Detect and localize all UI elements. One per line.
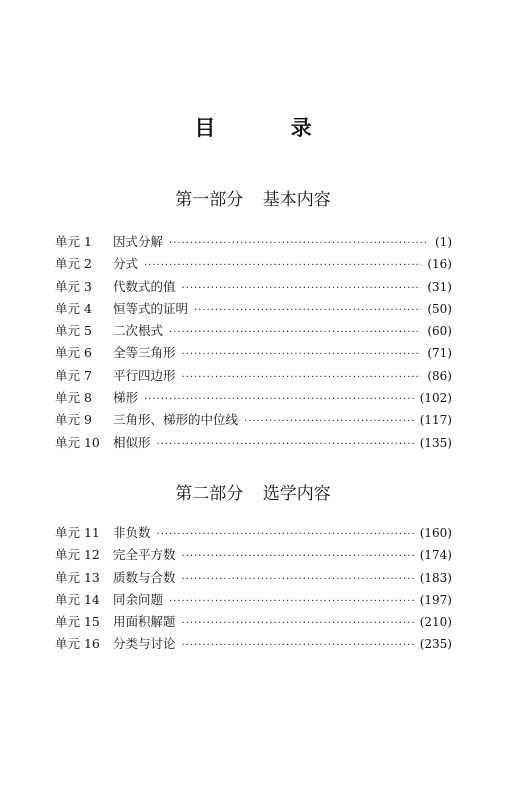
dot-leader bbox=[182, 372, 422, 383]
toc-entry bbox=[55, 277, 452, 299]
toc-unit: 单元 8 bbox=[55, 390, 92, 406]
dot-leader bbox=[182, 574, 414, 585]
toc-entry bbox=[55, 254, 452, 276]
dot-leader bbox=[194, 305, 421, 316]
toc-entry bbox=[55, 590, 452, 612]
dot-leader bbox=[182, 283, 422, 294]
toc-entry bbox=[55, 410, 452, 432]
toc-entry bbox=[55, 568, 452, 590]
toc-entry bbox=[55, 299, 452, 321]
toc-page-number: (86) bbox=[427, 368, 452, 383]
toc-title: 三角形、梯形的中位线 bbox=[113, 412, 239, 428]
toc-page-number: (197) bbox=[419, 592, 452, 607]
toc-title: 完全平方数 bbox=[113, 547, 176, 563]
toc-page-number: (117) bbox=[419, 413, 452, 428]
toc-title: 代数式的值 bbox=[113, 278, 176, 294]
toc-title: 分类与讨论 bbox=[113, 636, 176, 652]
toc-title: 因式分解 bbox=[113, 234, 164, 249]
toc-title: 质数与合数 bbox=[113, 569, 176, 585]
toc-title: 二次根式 bbox=[113, 323, 164, 339]
toc-entry bbox=[55, 433, 452, 455]
toc-unit: 单元 11 bbox=[55, 525, 100, 540]
dot-leader bbox=[244, 416, 414, 427]
toc-page-number: (183) bbox=[419, 570, 452, 585]
toc-entry bbox=[55, 366, 452, 388]
toc-entry bbox=[55, 523, 452, 545]
toc-unit: 单元 5 bbox=[55, 323, 92, 339]
part-heading: 第二部分 选学内容 bbox=[175, 484, 331, 504]
toc-page-number: (16) bbox=[427, 257, 452, 272]
dot-leader bbox=[169, 327, 421, 338]
toc-unit: 单元 9 bbox=[55, 412, 92, 428]
toc-page-number: (235) bbox=[419, 637, 452, 652]
toc-page-number: (174) bbox=[419, 548, 452, 563]
toc-page-number: (50) bbox=[427, 301, 452, 316]
toc-entry bbox=[55, 612, 452, 634]
dot-leader bbox=[182, 349, 422, 360]
toc-title: 同余问题 bbox=[113, 591, 164, 607]
dot-leader bbox=[182, 551, 414, 562]
toc-page-number: (60) bbox=[427, 324, 452, 339]
toc-entry bbox=[55, 388, 452, 410]
toc-unit: 单元 14 bbox=[55, 591, 100, 607]
toc-unit: 单元 2 bbox=[55, 256, 92, 272]
toc-title: 分式 bbox=[113, 256, 139, 272]
toc-unit: 单元 10 bbox=[55, 434, 100, 450]
toc-title: 平行四边形 bbox=[113, 367, 176, 383]
toc-entry bbox=[55, 232, 452, 254]
toc-unit: 单元 3 bbox=[55, 278, 92, 294]
dot-leader bbox=[182, 618, 414, 629]
toc-unit: 单元 6 bbox=[55, 345, 92, 361]
toc-unit: 单元 1 bbox=[55, 234, 92, 249]
toc-page-number: (160) bbox=[419, 526, 452, 540]
dot-leader bbox=[157, 529, 414, 540]
toc-entry bbox=[55, 545, 452, 567]
dot-leader bbox=[144, 394, 414, 405]
dot-leader bbox=[169, 596, 414, 607]
toc-entry bbox=[55, 634, 452, 656]
part-heading: 第一部分 基本内容 bbox=[175, 190, 331, 210]
toc-list bbox=[55, 232, 452, 455]
toc-page-number: (71) bbox=[427, 346, 452, 361]
toc-entry bbox=[55, 321, 452, 343]
toc-entry bbox=[55, 343, 452, 365]
dot-leader bbox=[157, 439, 414, 450]
toc-title: 非负数 bbox=[113, 525, 151, 540]
toc-unit: 单元 15 bbox=[55, 614, 100, 630]
toc-title: 全等三角形 bbox=[113, 345, 176, 361]
dot-leader bbox=[169, 238, 429, 249]
toc-page-number: (135) bbox=[419, 435, 452, 450]
toc-unit: 单元 16 bbox=[55, 636, 100, 652]
toc-title: 用面积解题 bbox=[113, 614, 176, 630]
toc-unit: 单元 12 bbox=[55, 547, 100, 563]
toc-page-number: (210) bbox=[419, 615, 452, 630]
dot-leader bbox=[182, 640, 414, 651]
page-title: 目 录 bbox=[194, 116, 346, 140]
toc-page-number: (31) bbox=[427, 279, 452, 294]
toc-title: 恒等式的证明 bbox=[113, 300, 189, 316]
toc-page-number: (1) bbox=[435, 235, 452, 249]
toc-title: 梯形 bbox=[113, 390, 139, 406]
toc-unit: 单元 13 bbox=[55, 569, 100, 585]
toc-title: 相似形 bbox=[113, 434, 151, 450]
toc-unit: 单元 4 bbox=[55, 300, 92, 316]
dot-leader bbox=[144, 260, 421, 271]
toc-page-number: (102) bbox=[419, 391, 452, 406]
toc-unit: 单元 7 bbox=[55, 367, 92, 383]
toc-list bbox=[55, 523, 452, 657]
